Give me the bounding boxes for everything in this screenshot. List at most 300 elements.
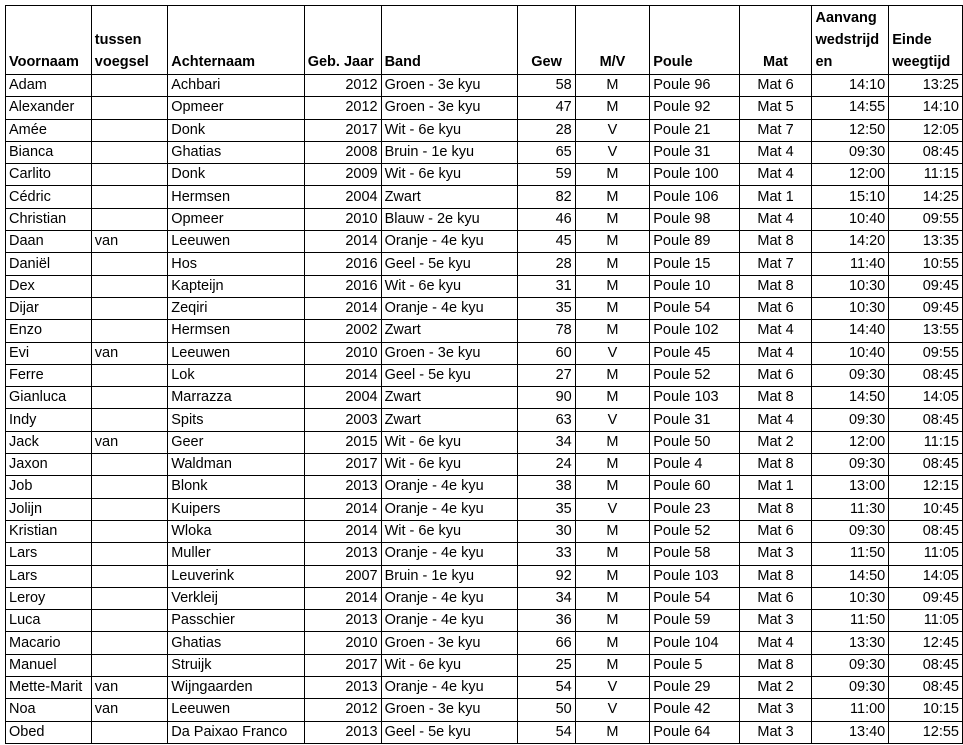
cell-mat: Mat 2 bbox=[739, 431, 812, 453]
cell-mv: M bbox=[575, 97, 649, 119]
cell-einde: 14:05 bbox=[889, 565, 963, 587]
cell-voornaam: Adam bbox=[6, 75, 92, 97]
cell-gew: 82 bbox=[518, 186, 575, 208]
cell-einde: 11:15 bbox=[889, 164, 963, 186]
cell-gebjaar: 2014 bbox=[304, 587, 381, 609]
cell-achternaam: Waldman bbox=[168, 454, 305, 476]
cell-voornaam: Macario bbox=[6, 632, 92, 654]
cell-gebjaar: 2017 bbox=[304, 119, 381, 141]
cell-band: Wit - 6e kyu bbox=[381, 431, 518, 453]
cell-poule: Poule 15 bbox=[650, 253, 739, 275]
cell-mat: Mat 2 bbox=[739, 677, 812, 699]
cell-tussenvoegsel bbox=[91, 587, 167, 609]
cell-einde: 08:45 bbox=[889, 454, 963, 476]
cell-achternaam: Kapteijn bbox=[168, 275, 305, 297]
cell-achternaam: Wijngaarden bbox=[168, 677, 305, 699]
table-row bbox=[6, 75, 963, 97]
table-row bbox=[6, 409, 963, 431]
cell-mv: M bbox=[575, 721, 649, 743]
cell-voornaam: Daniël bbox=[6, 253, 92, 275]
cell-einde: 11:05 bbox=[889, 610, 963, 632]
cell-achternaam: Passchier bbox=[168, 610, 305, 632]
cell-tussenvoegsel bbox=[91, 454, 167, 476]
cell-band: Oranje - 4e kyu bbox=[381, 498, 518, 520]
cell-mat: Mat 6 bbox=[739, 364, 812, 386]
cell-voornaam: Lars bbox=[6, 565, 92, 587]
cell-gew: 31 bbox=[518, 275, 575, 297]
cell-mv: V bbox=[575, 342, 649, 364]
cell-gebjaar: 2014 bbox=[304, 520, 381, 542]
cell-aanvang: 13:30 bbox=[812, 632, 889, 654]
cell-band: Oranje - 4e kyu bbox=[381, 677, 518, 699]
cell-voornaam: Amée bbox=[6, 119, 92, 141]
cell-voornaam: Dex bbox=[6, 275, 92, 297]
cell-achternaam: Leeuwen bbox=[168, 699, 305, 721]
cell-poule: Poule 52 bbox=[650, 364, 739, 386]
cell-gebjaar: 2013 bbox=[304, 543, 381, 565]
cell-poule: Poule 50 bbox=[650, 431, 739, 453]
cell-voornaam: Christian bbox=[6, 208, 92, 230]
cell-tussenvoegsel bbox=[91, 632, 167, 654]
cell-band: Zwart bbox=[381, 409, 518, 431]
cell-mat: Mat 8 bbox=[739, 387, 812, 409]
cell-einde: 13:35 bbox=[889, 231, 963, 253]
cell-gebjaar: 2010 bbox=[304, 208, 381, 230]
cell-mv: M bbox=[575, 654, 649, 676]
cell-tussenvoegsel bbox=[91, 543, 167, 565]
cell-mv: M bbox=[575, 520, 649, 542]
cell-band: Zwart bbox=[381, 320, 518, 342]
cell-aanvang: 11:30 bbox=[812, 498, 889, 520]
column-header-gew bbox=[518, 6, 575, 75]
cell-einde: 13:55 bbox=[889, 320, 963, 342]
cell-einde: 14:10 bbox=[889, 97, 963, 119]
cell-band: Wit - 6e kyu bbox=[381, 654, 518, 676]
cell-achternaam: Hermsen bbox=[168, 320, 305, 342]
cell-mv: M bbox=[575, 364, 649, 386]
cell-aanvang: 10:30 bbox=[812, 587, 889, 609]
column-header-text: Gew bbox=[531, 54, 562, 70]
cell-gew: 46 bbox=[518, 208, 575, 230]
cell-aanvang: 15:10 bbox=[812, 186, 889, 208]
column-header-band bbox=[381, 6, 518, 75]
cell-mv: M bbox=[575, 610, 649, 632]
cell-gebjaar: 2012 bbox=[304, 97, 381, 119]
cell-achternaam: Lok bbox=[168, 364, 305, 386]
cell-gebjaar: 2008 bbox=[304, 141, 381, 163]
table-row bbox=[6, 632, 963, 654]
cell-mat: Mat 4 bbox=[739, 320, 812, 342]
cell-achternaam: Opmeer bbox=[168, 97, 305, 119]
column-header-text: wedstrijd bbox=[815, 32, 880, 48]
cell-gebjaar: 2014 bbox=[304, 297, 381, 319]
cell-mat: Mat 4 bbox=[739, 208, 812, 230]
cell-poule: Poule 59 bbox=[650, 610, 739, 632]
cell-einde: 10:15 bbox=[889, 699, 963, 721]
cell-mv: M bbox=[575, 431, 649, 453]
cell-mv: M bbox=[575, 208, 649, 230]
table-row bbox=[6, 677, 963, 699]
cell-poule: Poule 100 bbox=[650, 164, 739, 186]
cell-mat: Mat 8 bbox=[739, 498, 812, 520]
cell-mat: Mat 3 bbox=[739, 721, 812, 743]
cell-achternaam: Zeqiri bbox=[168, 297, 305, 319]
cell-band: Zwart bbox=[381, 387, 518, 409]
cell-mv: V bbox=[575, 141, 649, 163]
cell-einde: 08:45 bbox=[889, 520, 963, 542]
cell-aanvang: 14:55 bbox=[812, 97, 889, 119]
cell-achternaam: Leeuwen bbox=[168, 231, 305, 253]
table-row bbox=[6, 253, 963, 275]
cell-poule: Poule 29 bbox=[650, 677, 739, 699]
cell-aanvang: 11:50 bbox=[812, 543, 889, 565]
cell-voornaam: Daan bbox=[6, 231, 92, 253]
cell-achternaam: Blonk bbox=[168, 476, 305, 498]
participants-table bbox=[5, 5, 963, 744]
cell-voornaam: Cédric bbox=[6, 186, 92, 208]
cell-band: Oranje - 4e kyu bbox=[381, 543, 518, 565]
cell-poule: Poule 98 bbox=[650, 208, 739, 230]
cell-einde: 08:45 bbox=[889, 141, 963, 163]
cell-mat: Mat 7 bbox=[739, 253, 812, 275]
cell-gew: 63 bbox=[518, 409, 575, 431]
cell-achternaam: Spits bbox=[168, 409, 305, 431]
cell-gebjaar: 2009 bbox=[304, 164, 381, 186]
cell-band: Bruin - 1e kyu bbox=[381, 141, 518, 163]
cell-aanvang: 09:30 bbox=[812, 409, 889, 431]
cell-einde: 12:05 bbox=[889, 119, 963, 141]
cell-mat: Mat 5 bbox=[739, 97, 812, 119]
cell-einde: 10:55 bbox=[889, 253, 963, 275]
cell-achternaam: Hermsen bbox=[168, 186, 305, 208]
table-row bbox=[6, 186, 963, 208]
cell-poule: Poule 31 bbox=[650, 409, 739, 431]
table-row bbox=[6, 387, 963, 409]
cell-gebjaar: 2017 bbox=[304, 454, 381, 476]
cell-poule: Poule 4 bbox=[650, 454, 739, 476]
cell-mv: V bbox=[575, 409, 649, 431]
cell-einde: 10:45 bbox=[889, 498, 963, 520]
cell-tussenvoegsel bbox=[91, 565, 167, 587]
column-header-text: Band bbox=[384, 54, 421, 70]
cell-band: Oranje - 4e kyu bbox=[381, 610, 518, 632]
cell-gew: 59 bbox=[518, 164, 575, 186]
cell-poule: Poule 54 bbox=[650, 587, 739, 609]
cell-voornaam: Ferre bbox=[6, 364, 92, 386]
cell-band: Oranje - 4e kyu bbox=[381, 231, 518, 253]
column-header-mv bbox=[575, 6, 649, 75]
cell-gew: 36 bbox=[518, 610, 575, 632]
cell-gebjaar: 2010 bbox=[304, 342, 381, 364]
cell-band: Groen - 3e kyu bbox=[381, 342, 518, 364]
cell-mat: Mat 4 bbox=[739, 141, 812, 163]
header-row bbox=[6, 6, 963, 75]
cell-tussenvoegsel bbox=[91, 297, 167, 319]
cell-einde: 08:45 bbox=[889, 364, 963, 386]
cell-aanvang: 11:00 bbox=[812, 699, 889, 721]
cell-poule: Poule 103 bbox=[650, 387, 739, 409]
cell-gebjaar: 2016 bbox=[304, 253, 381, 275]
cell-gew: 66 bbox=[518, 632, 575, 654]
cell-mv: V bbox=[575, 677, 649, 699]
cell-aanvang: 09:30 bbox=[812, 454, 889, 476]
cell-einde: 09:55 bbox=[889, 342, 963, 364]
cell-einde: 12:45 bbox=[889, 632, 963, 654]
cell-tussenvoegsel bbox=[91, 141, 167, 163]
cell-gew: 38 bbox=[518, 476, 575, 498]
column-header-achternaam bbox=[168, 6, 305, 75]
cell-aanvang: 13:40 bbox=[812, 721, 889, 743]
cell-band: Wit - 6e kyu bbox=[381, 164, 518, 186]
cell-aanvang: 09:30 bbox=[812, 364, 889, 386]
cell-gew: 92 bbox=[518, 565, 575, 587]
cell-achternaam: Ghatias bbox=[168, 632, 305, 654]
cell-tussenvoegsel bbox=[91, 320, 167, 342]
cell-poule: Poule 5 bbox=[650, 654, 739, 676]
cell-voornaam: Luca bbox=[6, 610, 92, 632]
column-header-gebjaar bbox=[304, 6, 381, 75]
cell-voornaam: Indy bbox=[6, 409, 92, 431]
cell-gew: 28 bbox=[518, 253, 575, 275]
cell-mv: M bbox=[575, 186, 649, 208]
cell-band: Groen - 3e kyu bbox=[381, 75, 518, 97]
cell-band: Oranje - 4e kyu bbox=[381, 587, 518, 609]
cell-mat: Mat 4 bbox=[739, 164, 812, 186]
cell-tussenvoegsel bbox=[91, 364, 167, 386]
cell-mat: Mat 8 bbox=[739, 654, 812, 676]
cell-gew: 34 bbox=[518, 431, 575, 453]
cell-poule: Poule 31 bbox=[650, 141, 739, 163]
column-header-text: Mat bbox=[763, 54, 789, 70]
cell-voornaam: Jolijn bbox=[6, 498, 92, 520]
cell-achternaam: Marrazza bbox=[168, 387, 305, 409]
cell-mat: Mat 3 bbox=[739, 543, 812, 565]
cell-aanvang: 14:50 bbox=[812, 565, 889, 587]
cell-poule: Poule 58 bbox=[650, 543, 739, 565]
cell-mv: M bbox=[575, 543, 649, 565]
cell-achternaam: Wloka bbox=[168, 520, 305, 542]
cell-voornaam: Noa bbox=[6, 699, 92, 721]
cell-achternaam: Ghatias bbox=[168, 141, 305, 163]
cell-tussenvoegsel bbox=[91, 610, 167, 632]
cell-gew: 35 bbox=[518, 498, 575, 520]
table-row bbox=[6, 498, 963, 520]
cell-achternaam: Opmeer bbox=[168, 208, 305, 230]
cell-mat: Mat 8 bbox=[739, 275, 812, 297]
cell-mv: M bbox=[575, 275, 649, 297]
cell-tussenvoegsel bbox=[91, 75, 167, 97]
cell-aanvang: 09:30 bbox=[812, 654, 889, 676]
cell-band: Wit - 6e kyu bbox=[381, 454, 518, 476]
cell-mat: Mat 6 bbox=[739, 520, 812, 542]
cell-achternaam: Struijk bbox=[168, 654, 305, 676]
cell-einde: 09:45 bbox=[889, 297, 963, 319]
cell-gebjaar: 2007 bbox=[304, 565, 381, 587]
cell-gew: 54 bbox=[518, 677, 575, 699]
cell-mat: Mat 4 bbox=[739, 632, 812, 654]
cell-poule: Poule 42 bbox=[650, 699, 739, 721]
column-header-mat bbox=[739, 6, 812, 75]
table-row bbox=[6, 721, 963, 743]
cell-achternaam: Geer bbox=[168, 431, 305, 453]
cell-voornaam: Alexander bbox=[6, 97, 92, 119]
table-row bbox=[6, 699, 963, 721]
cell-mv: M bbox=[575, 297, 649, 319]
cell-achternaam: Donk bbox=[168, 119, 305, 141]
cell-mv: M bbox=[575, 476, 649, 498]
cell-band: Oranje - 4e kyu bbox=[381, 297, 518, 319]
column-header-text: M/V bbox=[599, 54, 626, 70]
cell-gew: 78 bbox=[518, 320, 575, 342]
cell-tussenvoegsel bbox=[91, 498, 167, 520]
cell-mv: M bbox=[575, 632, 649, 654]
cell-gebjaar: 2004 bbox=[304, 186, 381, 208]
cell-gebjaar: 2012 bbox=[304, 75, 381, 97]
cell-tussenvoegsel bbox=[91, 97, 167, 119]
cell-gebjaar: 2013 bbox=[304, 677, 381, 699]
cell-gebjaar: 2002 bbox=[304, 320, 381, 342]
cell-mat: Mat 7 bbox=[739, 119, 812, 141]
cell-gebjaar: 2003 bbox=[304, 409, 381, 431]
cell-aanvang: 10:30 bbox=[812, 275, 889, 297]
cell-mat: Mat 1 bbox=[739, 476, 812, 498]
cell-voornaam: Manuel bbox=[6, 654, 92, 676]
cell-aanvang: 14:10 bbox=[812, 75, 889, 97]
cell-einde: 11:15 bbox=[889, 431, 963, 453]
cell-poule: Poule 89 bbox=[650, 231, 739, 253]
column-header-tussenvoegsel bbox=[91, 6, 167, 75]
table-row bbox=[6, 208, 963, 230]
cell-gew: 58 bbox=[518, 75, 575, 97]
cell-gew: 33 bbox=[518, 543, 575, 565]
cell-gew: 90 bbox=[518, 387, 575, 409]
cell-aanvang: 13:00 bbox=[812, 476, 889, 498]
cell-einde: 08:45 bbox=[889, 654, 963, 676]
cell-gew: 28 bbox=[518, 119, 575, 141]
column-header-text: tussen bbox=[94, 32, 142, 48]
cell-band: Groen - 3e kyu bbox=[381, 699, 518, 721]
cell-band: Wit - 6e kyu bbox=[381, 119, 518, 141]
cell-aanvang: 11:50 bbox=[812, 610, 889, 632]
cell-einde: 13:25 bbox=[889, 75, 963, 97]
cell-aanvang: 09:30 bbox=[812, 141, 889, 163]
cell-gew: 24 bbox=[518, 454, 575, 476]
column-header-poule bbox=[650, 6, 739, 75]
table-header bbox=[6, 6, 963, 75]
column-header-text: Einde bbox=[892, 32, 932, 48]
cell-gew: 35 bbox=[518, 297, 575, 319]
table-row bbox=[6, 610, 963, 632]
cell-poule: Poule 104 bbox=[650, 632, 739, 654]
cell-poule: Poule 103 bbox=[650, 565, 739, 587]
cell-gebjaar: 2014 bbox=[304, 498, 381, 520]
cell-mat: Mat 8 bbox=[739, 231, 812, 253]
cell-gew: 47 bbox=[518, 97, 575, 119]
cell-einde: 12:15 bbox=[889, 476, 963, 498]
column-header-text: en bbox=[815, 54, 833, 70]
cell-voornaam: Job bbox=[6, 476, 92, 498]
cell-voornaam: Lars bbox=[6, 543, 92, 565]
cell-band: Wit - 6e kyu bbox=[381, 275, 518, 297]
cell-tussenvoegsel: van bbox=[91, 677, 167, 699]
table-row bbox=[6, 431, 963, 453]
cell-gebjaar: 2013 bbox=[304, 721, 381, 743]
cell-aanvang: 12:50 bbox=[812, 119, 889, 141]
table-row bbox=[6, 454, 963, 476]
cell-gebjaar: 2014 bbox=[304, 231, 381, 253]
cell-voornaam: Bianca bbox=[6, 141, 92, 163]
table-row bbox=[6, 141, 963, 163]
cell-voornaam: Kristian bbox=[6, 520, 92, 542]
table-row bbox=[6, 164, 963, 186]
cell-gebjaar: 2014 bbox=[304, 364, 381, 386]
cell-band: Oranje - 4e kyu bbox=[381, 476, 518, 498]
cell-mat: Mat 4 bbox=[739, 409, 812, 431]
cell-voornaam: Evi bbox=[6, 342, 92, 364]
cell-band: Geel - 5e kyu bbox=[381, 253, 518, 275]
cell-tussenvoegsel bbox=[91, 409, 167, 431]
cell-gew: 30 bbox=[518, 520, 575, 542]
column-header-text: Geb. Jaar bbox=[307, 54, 374, 70]
cell-gew: 34 bbox=[518, 587, 575, 609]
column-header-text: Voornaam bbox=[9, 54, 79, 70]
cell-poule: Poule 21 bbox=[650, 119, 739, 141]
column-header-voornaam bbox=[6, 6, 92, 75]
cell-band: Groen - 3e kyu bbox=[381, 97, 518, 119]
column-header-text: Achternaam bbox=[171, 54, 256, 70]
table-row bbox=[6, 297, 963, 319]
cell-mat: Mat 1 bbox=[739, 186, 812, 208]
cell-mv: M bbox=[575, 454, 649, 476]
cell-mv: M bbox=[575, 253, 649, 275]
cell-aanvang: 12:00 bbox=[812, 431, 889, 453]
cell-gew: 27 bbox=[518, 364, 575, 386]
cell-achternaam: Kuipers bbox=[168, 498, 305, 520]
cell-achternaam: Achbari bbox=[168, 75, 305, 97]
cell-tussenvoegsel bbox=[91, 164, 167, 186]
cell-mv: V bbox=[575, 699, 649, 721]
cell-einde: 12:55 bbox=[889, 721, 963, 743]
cell-einde: 14:05 bbox=[889, 387, 963, 409]
column-header-text: Aanvang bbox=[815, 10, 877, 26]
cell-mv: M bbox=[575, 387, 649, 409]
cell-mv: M bbox=[575, 587, 649, 609]
cell-poule: Poule 102 bbox=[650, 320, 739, 342]
cell-achternaam: Da Paixao Franco bbox=[168, 721, 305, 743]
cell-gebjaar: 2004 bbox=[304, 387, 381, 409]
table-body bbox=[6, 75, 963, 744]
cell-mat: Mat 6 bbox=[739, 297, 812, 319]
cell-tussenvoegsel bbox=[91, 119, 167, 141]
table-row bbox=[6, 543, 963, 565]
cell-aanvang: 10:30 bbox=[812, 297, 889, 319]
table-row bbox=[6, 275, 963, 297]
cell-band: Geel - 5e kyu bbox=[381, 721, 518, 743]
cell-tussenvoegsel bbox=[91, 208, 167, 230]
cell-tussenvoegsel bbox=[91, 520, 167, 542]
cell-tussenvoegsel: van bbox=[91, 699, 167, 721]
cell-mv: M bbox=[575, 231, 649, 253]
cell-aanvang: 14:50 bbox=[812, 387, 889, 409]
cell-achternaam: Leeuwen bbox=[168, 342, 305, 364]
cell-gew: 45 bbox=[518, 231, 575, 253]
cell-einde: 08:45 bbox=[889, 409, 963, 431]
cell-achternaam: Hos bbox=[168, 253, 305, 275]
cell-aanvang: 14:40 bbox=[812, 320, 889, 342]
cell-poule: Poule 52 bbox=[650, 520, 739, 542]
cell-gebjaar: 2013 bbox=[304, 476, 381, 498]
cell-mv: M bbox=[575, 320, 649, 342]
